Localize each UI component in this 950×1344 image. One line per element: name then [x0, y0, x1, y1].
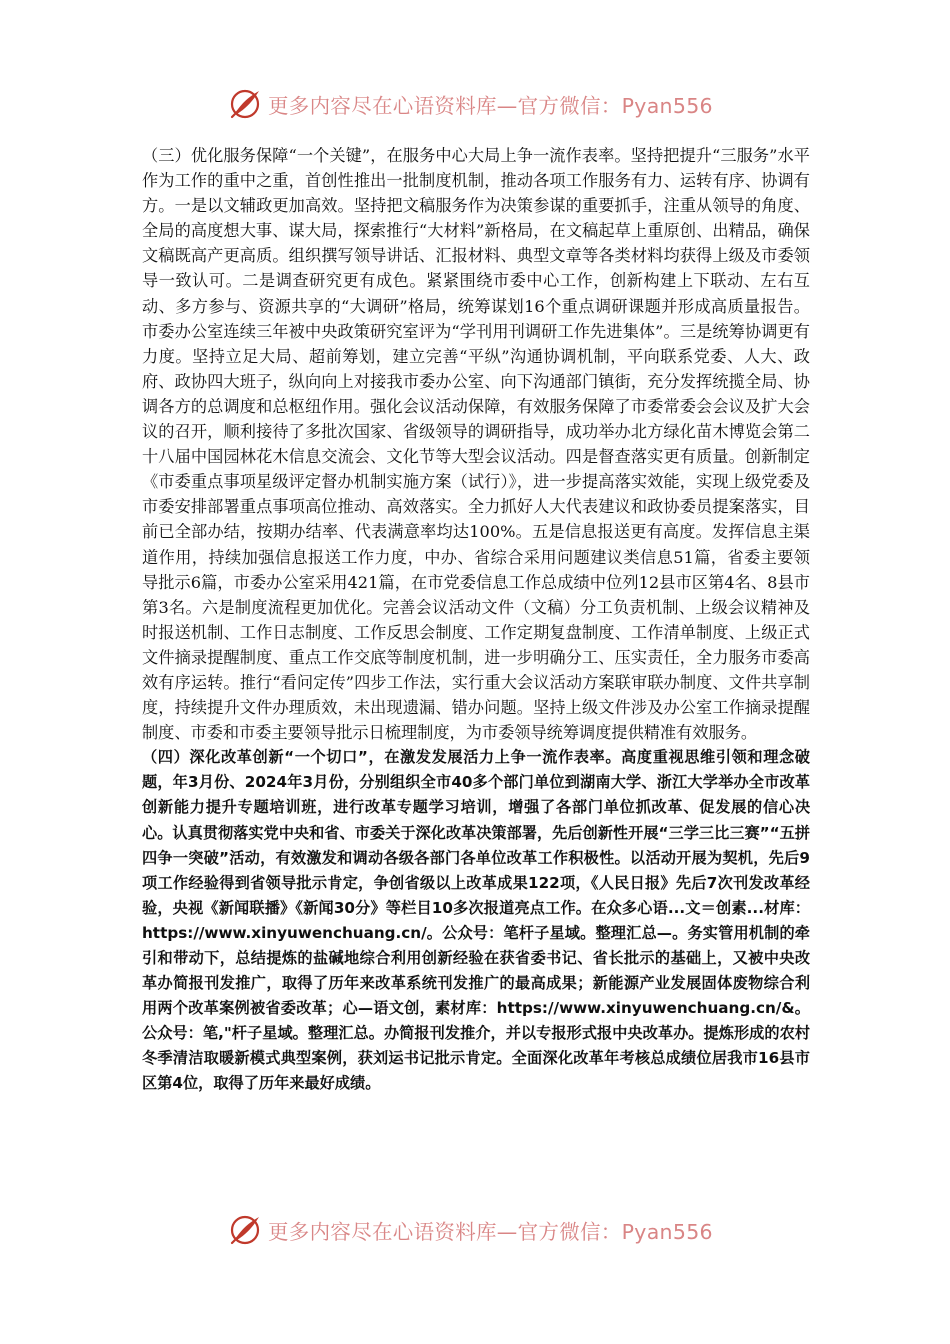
watermark-text: 更多内容尽在心语资料库—官方微信：Pyan556 [268, 1220, 713, 1244]
watermark-header [228, 84, 748, 124]
quill-logo-icon [228, 87, 262, 121]
document-body [142, 143, 810, 1097]
quill-logo-icon [228, 1213, 262, 1247]
paragraph-reform-innovation: （四）深化改革创新“一个切口”，在激发发展活力上争一流作表率。高度重视思维引领和理念破题，年3月份、2024年3月份，分别组织全市40多个部门单位到湖南大学、浙江大学举办全市改革创新能力提升专题培训班，进行改革专题学习培训，增强了各部门单位抓改革、促发展的信心决心。认真贯彻落实党中央和省、市委关于深化改革决策部署，先后创新性开展“三学三比三赛”“五拼四争一突破”活动，有效激发和调动各级各部门各单位改革工作积极性。以活动开展为契机，先后9项工作经验得到省领导批示肯定，争创省级以上改革成果122项，《人民日报》先后7次刊发改革经验，央视《新闻联播》《新闻30分》等栏目10多次报道亮点工作。在众多心语...文＝创素...材库：https://www.xinyuwenchuang.cn/。公众号：笔杆子星域。整理汇总—。务实管用机制的牵引和带动下，总结提炼的盐碱地综合利用创新经验在获省委书记、省长批示的基础上，又被中央改革办简报刊发推广，取得了历年来改革系统刊发推广的最高成果；新能源产业发展固体废物综合利用两个改革案例被省委改革；心—语文创，素材库：https://www.xinyuwenchuang.cn/&。公众号：笔,"杆子星域。整理汇总。办简报刊发推介，并以专报形式报中央改革办。提炼形成的农村冬季清洁取暖新模式典型案例，获刘运书记批示肯定。全面深化改革年考核总成绩位居我市16县市区第4位，取得了历年来最好成绩。 [142, 748, 810, 1093]
watermark-text: 更多内容尽在心语资料库—官方微信：Pyan556 [268, 94, 713, 118]
paragraph-service-guarantee: （三）优化服务保障“一个关键”，在服务中心大局上争一流作表率。坚持把提升“三服务”水平作为工作的重中之重，首创性推出一批制度机制，推动各项工作服务有力、运转有序、协调有方。一是以文辅政更加高效。坚持把文稿服务作为决策参谋的重要抓手，注重从领导的角度、全局的高度想大事、谋大局，探索推行“大材料”新格局，在文稿起草上重原创、出精品，确保文稿既高产更高质。组织撰写领导讲话、汇报材料、典型文章等各类材料均获得上级及市委领导一致认可。二是调查研究更有成色。紧紧围绕市委中心工作，创新构建上下联动、左右互动、多方参与、资源共享的“大调研”格局，统筹谋划16个重点调研课题并形成高质量报告。市委办公室连续三年被中央政策研究室评为“学刊用刊调研工作先进集体”。三是统筹协调更有力度。坚持立足大局、超前筹划，建立完善“平纵”沟通协调机制，平向联系党委、人大、政府、政协四大班子，纵向向上对接我市委办公室、向下沟通部门镇街，充分发挥统揽全局、协调各方的总调度和总枢纽作用。强化会议活动保障，有效服务保障了市委常委会会议及扩大会议的召开，顺利接待了多批次国家、省级领导的调研指导，成功举办北方绿化苗木博览会第二十八届中国园林花木信息交流会、文化节等大型会议活动。四是督查落实更有质量。创新制定《市委重点事项星级评定督办机制实施方案（试行）》，进一步提高落实效能，实现上级党委及市委安排部署重点事项高位推动、高效落实。全力抓好人大代表建议和政协委员提案落实，目前已全部办结，按期办结率、代表满意率均达100%。五是信息报送更有高度。发挥信息主渠道作用，持续加强信息报送工作力度，中办、省综合采用问题建议类信息51篇，省委主要领导批示6篇，市委办公室采用421篇，在市党委信息工作总成绩中位列12县市区第4名、8县市第3名。六是制度流程更加优化。完善会议活动文件（文稿）分工负责机制、上级会议精神及时报送机制、工作日志制度、工作反思会制度、工作定期复盘制度、工作清单制度、上级正式文件摘录提醒制度、重点工作交底等制度机制，进一步明确分工、压实责任，全力服务市委高效有序运转。推行“看问定传”四步工作法，实行重大会议活动方案联审联办制度、文件共享制度，持续提升文件办理质效，未出现遗漏、错办问题。坚持上级文件涉及办公室工作摘录提醒制度、市委和市委主要领导批示日梳理制度，为市委领导统筹调度提供精准有效服务。 [142, 146, 810, 743]
watermark-footer [228, 1210, 748, 1250]
